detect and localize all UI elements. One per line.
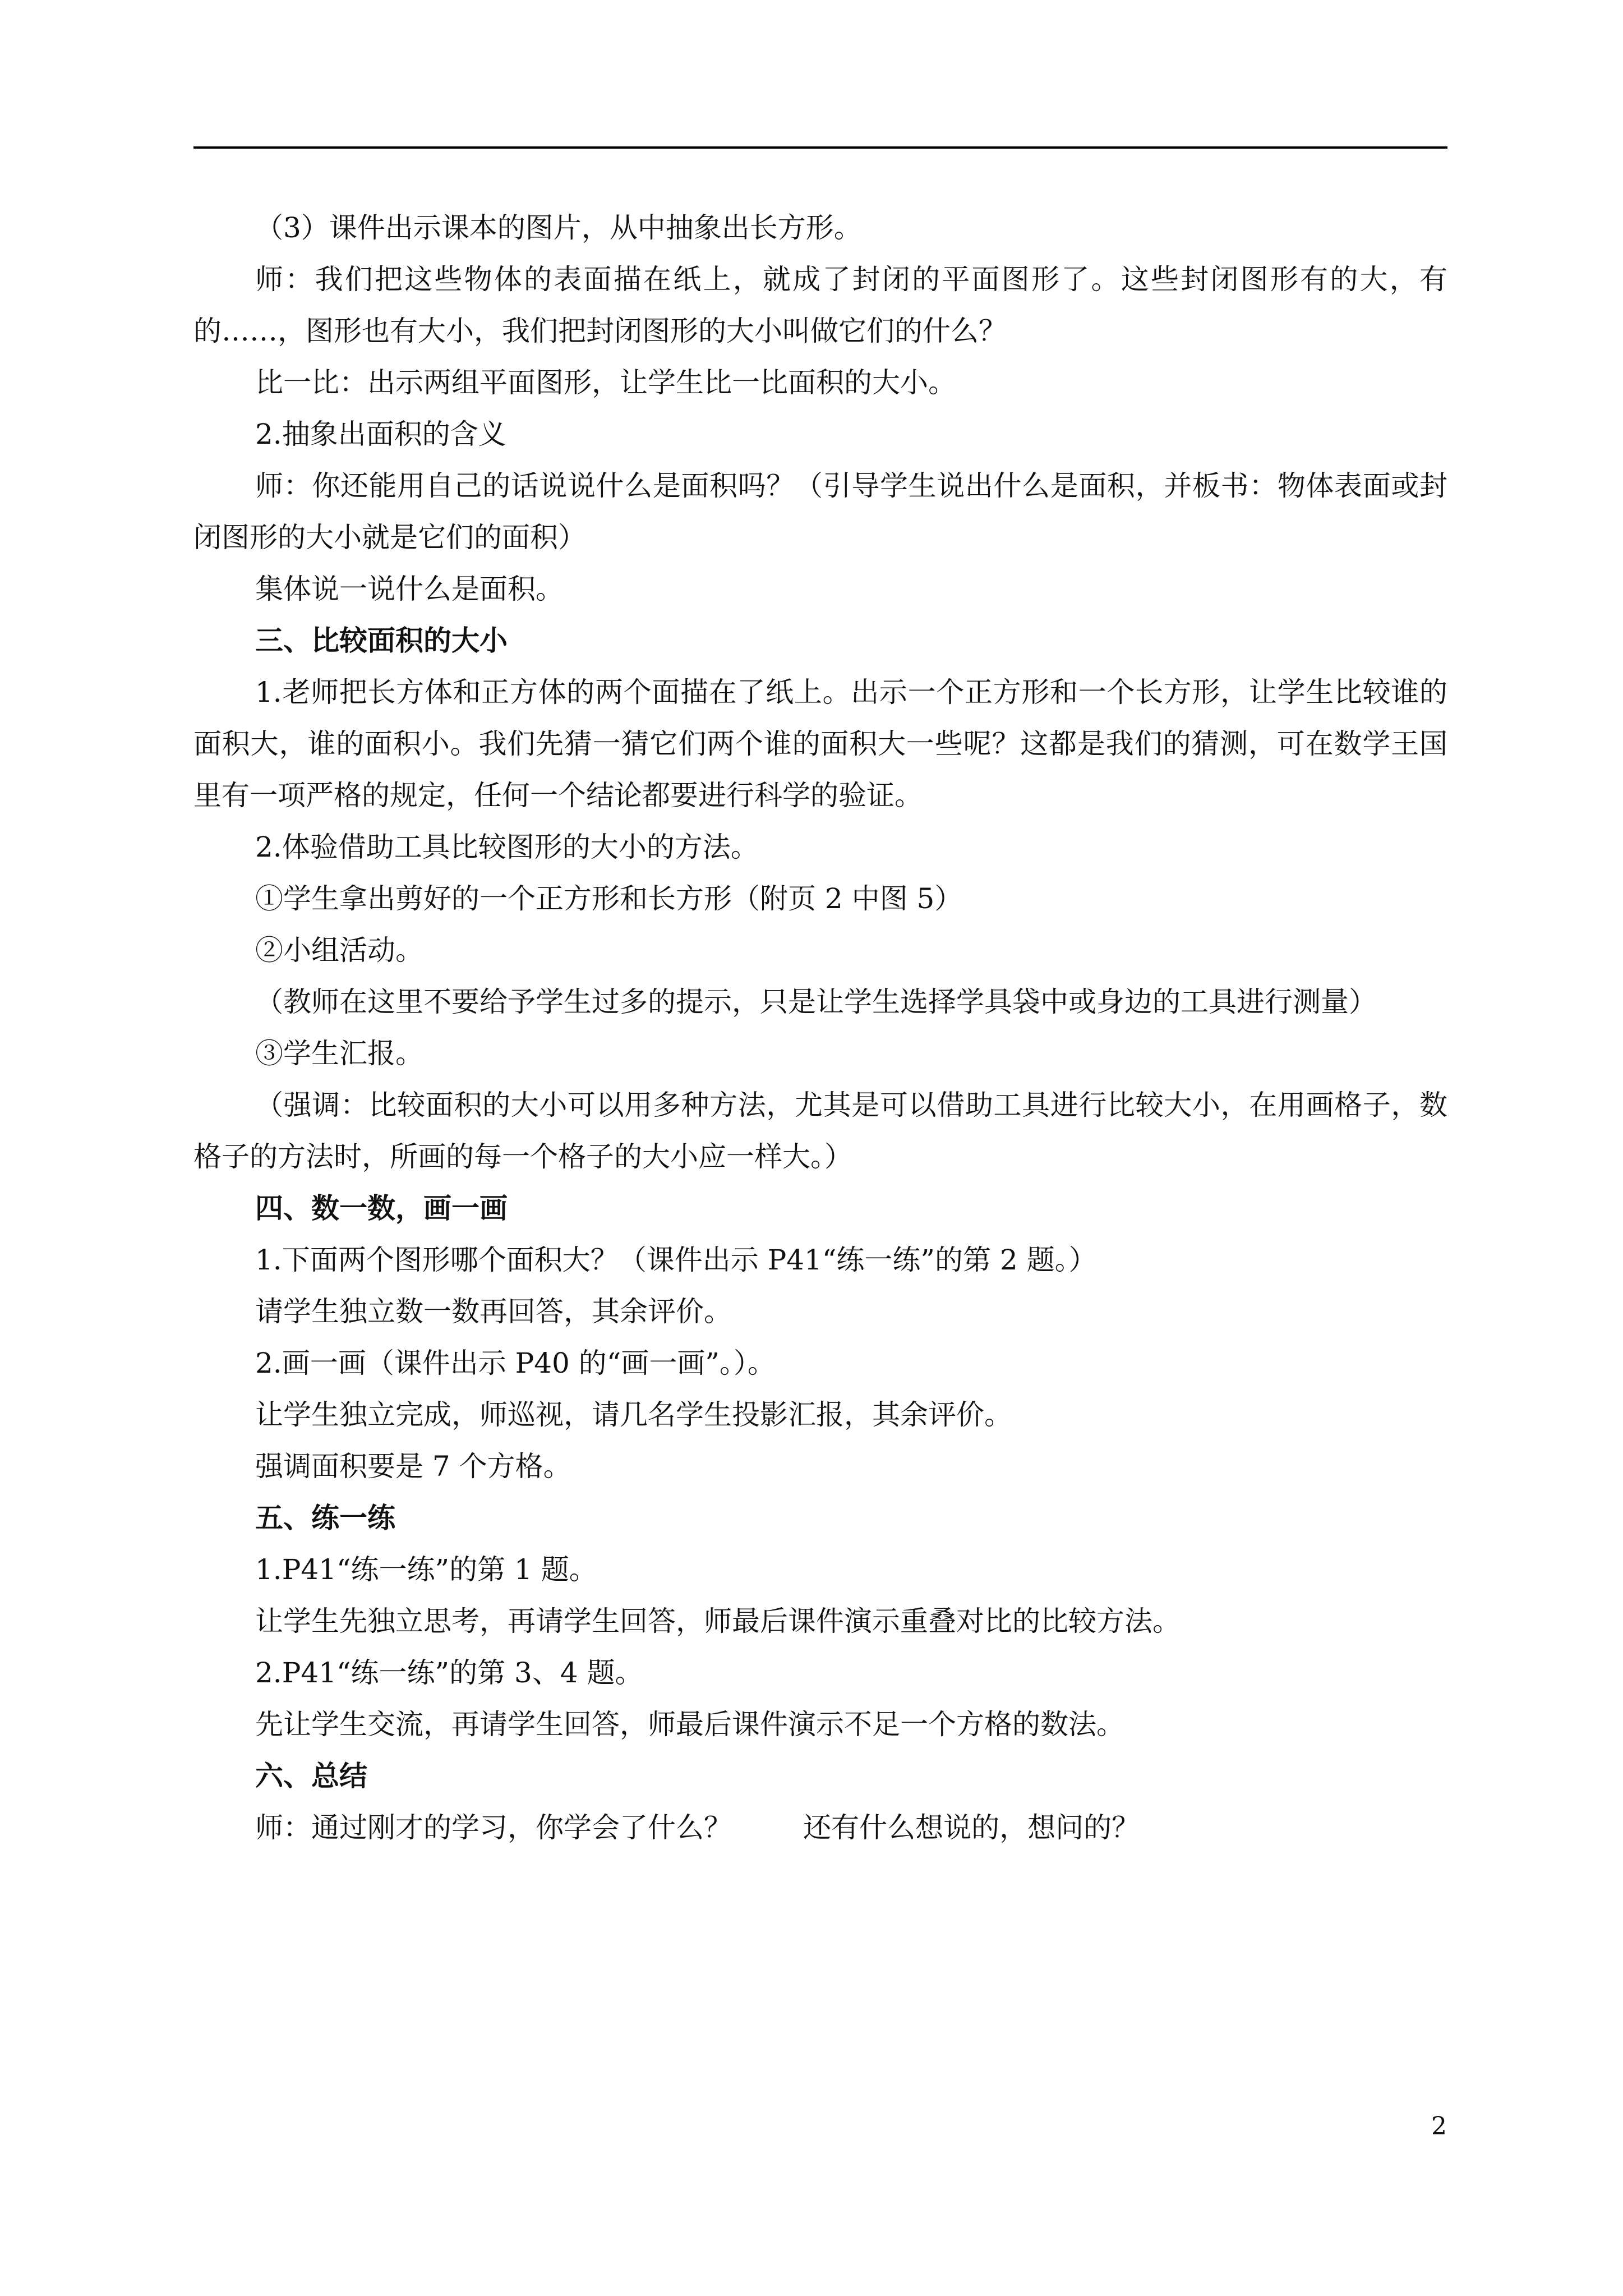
paragraph-1: （3）课件出示课本的图片，从中抽象出长方形。 (255, 211, 862, 244)
paragraph-22: 1.P41“练一练”的第 1 题。 (255, 1553, 597, 1586)
paragraph-14: （强调：比较面积的大小可以用多种方法，尤其是可以借助工具进行比较大小，在用画格子，数格子的方法时，所画的每一个格子的大小应一样大。） (193, 1089, 1447, 1173)
paragraph-4: 2.抽象出面积的含义 (255, 418, 506, 450)
paragraph-27: 师：通过刚才的学习，你学会了什么？ 还有什么想说的，想问的？ (255, 1811, 1140, 1844)
paragraph-5: 师：你还能用自己的话说说什么是面积吗？（引导学生说出什么是面积，并板书：物体表面或封闭图形的大小就是它们的面积） (193, 470, 1447, 554)
paragraph-18: 2.画一画（课件出示 P40 的“画一画”。）。 (255, 1347, 776, 1379)
paragraph-3: 比一比：出示两组平面图形，让学生比一比面积的大小。 (255, 366, 956, 399)
paragraph-23: 让学生先独立思考，再请学生回答，师最后课件演示重叠对比的比较方法。 (255, 1605, 1181, 1637)
header-rule (193, 146, 1447, 149)
document-body (193, 202, 1447, 1853)
paragraph-10: ①学生拿出剪好的一个正方形和长方形（附页 2 中图 5） (255, 882, 963, 915)
section-heading-5: 五、练一练 (255, 1501, 395, 1534)
paragraph-25: 先让学生交流，再请学生回答，师最后课件演示不足一个方格的数法。 (255, 1708, 1124, 1741)
section-heading-3: 三、比较面积的大小 (255, 624, 508, 657)
paragraph-8: 1.老师把长方体和正方体的两个面描在了纸上。出示一个正方形和一个长方形，让学生比较谁的面积大，谁的面积小。我们先猜一猜它们两个谁的面积大一些呢？这都是我们的猜测，可在数学王国里有一项严格的规定，任何一个结论都要进行科学的验证。 (193, 676, 1447, 812)
paragraph-11: ②小组活动。 (255, 934, 423, 967)
paragraph-24: 2.P41“练一练”的第 3、4 题。 (255, 1657, 643, 1689)
paragraph-19: 让学生独立完成，师巡视，请几名学生投影汇报，其余评价。 (255, 1398, 1012, 1431)
page-number: 2 (1431, 2112, 1447, 2141)
section-heading-6: 六、总结 (255, 1759, 367, 1792)
paragraph-2: 师：我们把这些物体的表面描在纸上，就成了封闭的平面图形了。这些封闭图形有的大，有的……，图形也有大小，我们把封闭图形的大小叫做它们的什么？ (193, 263, 1447, 347)
paragraph-6: 集体说一说什么是面积。 (255, 573, 564, 605)
paragraph-9: 2.体验借助工具比较图形的大小的方法。 (255, 831, 759, 863)
paragraph-13: ③学生汇报。 (255, 1037, 423, 1070)
paragraph-12: （教师在这里不要给予学生过多的提示，只是让学生选择学具袋中或身边的工具进行测量） (255, 986, 1377, 1018)
paragraph-16: 1.下面两个图形哪个面积大？（课件出示 P41“练一练”的第 2 题。） (255, 1244, 1097, 1276)
section-heading-4: 四、数一数，画一画 (255, 1191, 508, 1225)
paragraph-20: 强调面积要是 7 个方格。 (255, 1450, 571, 1483)
paragraph-17: 请学生独立数一数再回答，其余评价。 (255, 1295, 732, 1328)
